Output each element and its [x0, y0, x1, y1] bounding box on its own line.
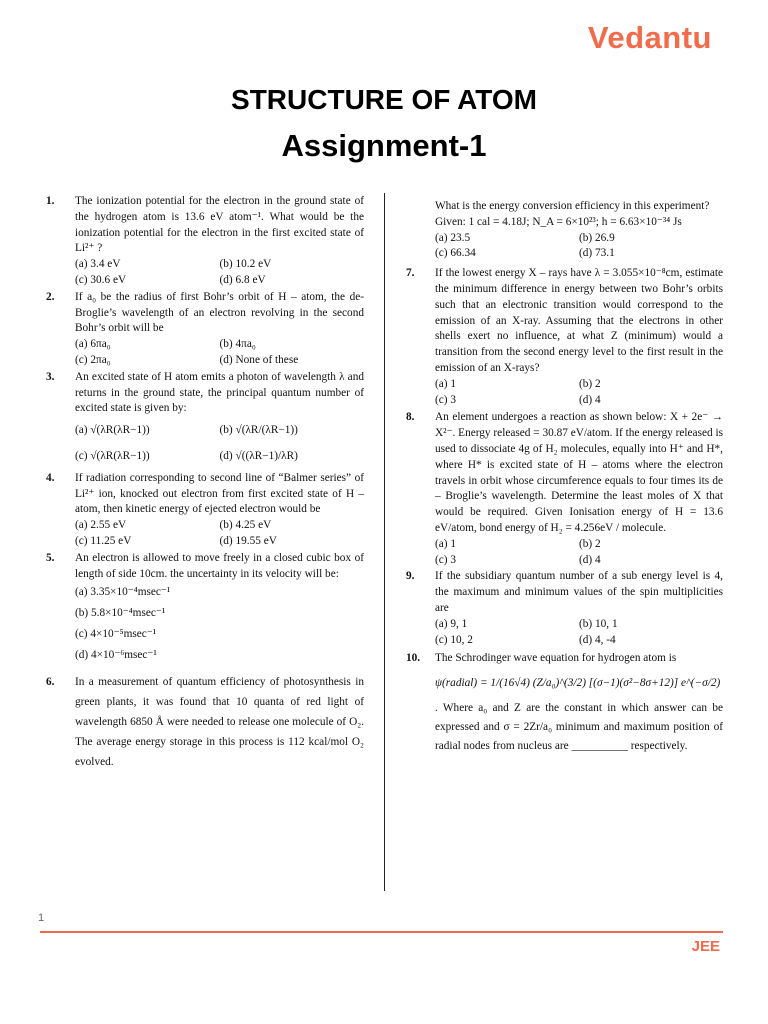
option-a[interactable]: (a) 3.35×10⁻⁴msec⁻¹: [75, 586, 171, 599]
question-6-continued: [406, 199, 723, 262]
options: [435, 377, 723, 409]
option-b[interactable]: (b) 4πa₀: [219, 338, 256, 351]
question-5: [46, 551, 364, 667]
page-number: 1: [38, 912, 45, 924]
options: [435, 537, 723, 569]
option-b[interactable]: (b) 4.25 eV: [219, 519, 272, 532]
option-b[interactable]: (b) √(λR/(λR−1)): [219, 424, 298, 437]
question-number: 6.: [46, 676, 55, 689]
question-2: [46, 290, 364, 369]
equation: ψ(radial) = 1/(16√4) (Z/a₀)^(3/2) [(σ−1)(σ²−8σ+12)] e^(−σ/2): [435, 677, 721, 690]
option-c[interactable]: (c) 30.6 eV: [75, 273, 127, 286]
option-a[interactable]: (a) √(λR(λR−1)): [75, 424, 150, 437]
right-column: [406, 199, 723, 757]
option-c[interactable]: (c) 2πa₀: [75, 353, 111, 366]
question-text: If a₀ be the radius of first Bohr’s orbit of H – atom, the de-Broglie’s wavelength of an electron revolving in the second Bohr’s orbit will be: [75, 290, 364, 335]
question-7: [406, 266, 723, 408]
option-c[interactable]: (c) 3: [435, 553, 457, 566]
question-number: 9.: [406, 570, 415, 583]
option-b[interactable]: (b) 10, 1: [579, 617, 618, 630]
question-text-continued: . Where a₀ and Z are the constant in which answer can be expressed and σ = 2Zr/a₀ minimum and maximum position of radial nodes from nucleus are __________ respectively.: [435, 702, 723, 753]
question-1: [46, 194, 364, 289]
option-b[interactable]: (b) 10.2 eV: [219, 258, 272, 271]
question-number: 3.: [46, 370, 55, 383]
options: [75, 518, 364, 550]
question-6: [46, 672, 364, 772]
option-d[interactable]: (d) 4×10⁻⁶msec⁻¹: [75, 649, 157, 662]
question-text: In a measurement of quantum efficiency of photosynthesis in green plants, it was found that 10 quanta of red light of wavelength 6850 Å were needed to release one molecule of O₂. The average energy storage in this process is 112 kcal/mol O₂ evolved.: [75, 676, 364, 769]
question-text: An excited state of H atom emits a photon of wavelength λ and returns in the ground state, the principal quantum number of excited state is given by:: [75, 370, 364, 415]
vedantu-logo: Vedantu: [587, 20, 712, 55]
question-9: [406, 569, 723, 648]
footer-rule: [40, 931, 723, 933]
option-d[interactable]: (d) 4: [579, 393, 601, 406]
question-4: [46, 471, 364, 550]
options: [435, 231, 723, 263]
option-a[interactable]: (a) 6πa₀: [75, 338, 111, 351]
question-10: [406, 649, 723, 756]
option-c[interactable]: (c) 11.25 eV: [75, 534, 132, 547]
option-a[interactable]: (a) 1: [435, 377, 457, 390]
option-b[interactable]: (b) 26.9: [579, 231, 615, 244]
question-number: 7.: [406, 267, 415, 280]
question-3: [46, 370, 364, 465]
options: [75, 257, 364, 289]
options: [75, 337, 364, 369]
question-text: The ionization potential for the electron in the ground state of the hydrogen atom is 13.6 eV atom⁻¹. What would be the ionization potential for the electron in the first excited state of Li²⁺ ?: [75, 195, 364, 255]
option-c[interactable]: (c) 10, 2: [435, 633, 473, 646]
question-text: If the lowest energy X – rays have λ = 3.055×10⁻⁸cm, estimate the minimum difference in energy between two Bohr’s orbits such that an electronic transition would correspond to the emission of an X-ray. Assuming that the electrons in other shells exert no influence, at what Z (minimum) would a transition from the second energy level to the first result in the emission of an X-rays?: [435, 267, 723, 374]
option-d[interactable]: (d) 4, -4: [579, 633, 616, 646]
question-text: The Schrodinger wave equation for hydrogen atom is: [435, 652, 677, 665]
question-number: 2.: [46, 290, 55, 303]
option-c[interactable]: (c) √(λR(λR−1)): [75, 449, 150, 462]
column-divider: [384, 193, 385, 891]
question-8: [406, 410, 723, 568]
option-d[interactable]: (d) 4: [579, 553, 601, 566]
option-b[interactable]: (b) 2: [579, 537, 601, 550]
question-number: 5.: [46, 551, 55, 564]
question-given: Given: 1 cal = 4.18J; N_A = 6×10²³; h = 6.63×10⁻³⁴ Js: [435, 215, 682, 228]
question-number: 8.: [406, 411, 415, 424]
option-a[interactable]: (a) 2.55 eV: [75, 519, 127, 532]
option-c[interactable]: (c) 4×10⁻⁵msec⁻¹: [75, 628, 157, 641]
page-subtitle: Assignment-1: [281, 128, 487, 163]
option-d[interactable]: (d) 19.55 eV: [219, 534, 277, 547]
page-title: STRUCTURE OF ATOM: [231, 84, 537, 115]
option-a[interactable]: (a) 3.4 eV: [75, 258, 121, 271]
question-text: An electron is allowed to move freely in a closed cubic box of length of side 10cm. the uncertainty in its velocity will be:: [75, 551, 364, 580]
option-d[interactable]: (d) 73.1: [579, 247, 615, 260]
options: [75, 423, 364, 465]
question-text: An element undergoes a reaction as shown below: X + 2e⁻ → X²⁻. Energy released = 30.87 eV/atom. If the energy released is used to dissociate 4g of H₂ molecules, equally into H⁺ and H*, where H* is excited state of H – atoms where the electron travels in orbit whose circumference equals to four times its de – Broglie’s wavelength. Determine the least moles of X that would be required. Given Ionisation energy of H = 13.6 eV/atom, bond energy of H₂ = 4.256eV / molecule.: [435, 411, 723, 534]
option-a[interactable]: (a) 23.5: [435, 231, 471, 244]
question-number: 10.: [406, 652, 421, 665]
option-b[interactable]: (b) 2: [579, 377, 601, 390]
question-text: If radiation corresponding to second line of “Balmer series” of Li²⁺ ion, knocked out electron from first excited state of H – atom, then kinetic energy of ejected electron would be: [75, 471, 364, 516]
left-column: [46, 194, 364, 773]
options: [435, 617, 723, 649]
option-c[interactable]: (c) 66.34: [435, 247, 476, 260]
options: [75, 582, 364, 666]
option-d[interactable]: (d) None of these: [219, 353, 299, 366]
question-text: If the subsidiary quantum number of a sub energy level is 4, the maximum and minimum values of the spin multiplicities are: [435, 570, 723, 614]
question-number: 1.: [46, 195, 55, 207]
question-text: What is the energy conversion efficiency in this experiment?: [435, 200, 710, 212]
option-d[interactable]: (d) 6.8 eV: [219, 273, 266, 286]
question-number: 4.: [46, 471, 55, 484]
option-b[interactable]: (b) 5.8×10⁻⁴msec⁻¹: [75, 607, 166, 620]
option-c[interactable]: (c) 3: [435, 393, 457, 406]
exam-tag: JEE: [691, 938, 720, 955]
option-d[interactable]: (d) √((λR−1)/λR): [219, 449, 298, 462]
option-a[interactable]: (a) 9, 1: [435, 617, 468, 630]
option-a[interactable]: (a) 1: [435, 537, 457, 550]
